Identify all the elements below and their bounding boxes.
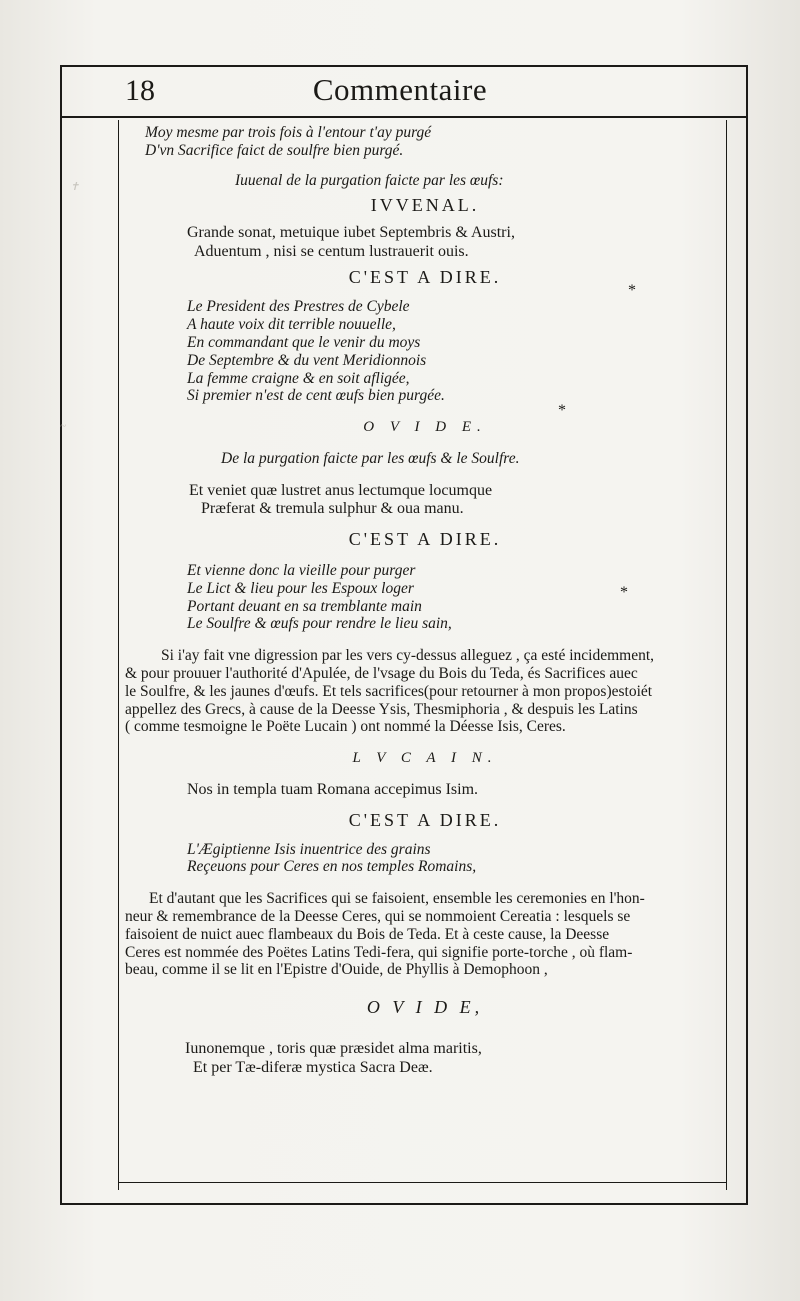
heading-lucain: L V C A I N.	[352, 750, 498, 767]
verse-line: D'vn Sacrifice faict de soulfre bien purgé.	[145, 141, 404, 159]
page-content	[125, 124, 725, 1077]
prose-line: appellez des Grecs, à cause de la Deesse Ysis, Thesmiphoria , & despuis les Latins	[125, 700, 638, 718]
latin-quote	[125, 224, 725, 261]
verse-line: Et vienne donc la vieille pour purger	[187, 561, 416, 579]
latin-line: Et per Tæ-diferæ mystica Sacra Deæ.	[193, 1058, 433, 1076]
running-title: Commentaire	[312, 72, 488, 107]
heading-juvenal: IVVENAL.	[370, 195, 480, 216]
heading-ovide: O V I D E,	[366, 997, 484, 1018]
prose-line: & pour prouuer l'authorité d'Apulée, de l'vsage du Bois du Teda, és Sacrifices auec	[125, 664, 638, 682]
latin-quote: Nos in templa tuam Romana accepimus Isim.	[187, 781, 479, 799]
prose-paragraph-2	[125, 890, 725, 979]
section-intro: De la purgation faicte par les œufs & le Soulfre.	[221, 450, 520, 468]
verse-line: L'Ægiptienne Isis inuentrice des grains	[187, 840, 431, 858]
prose-line: Et d'autant que les Sacrifices qui se faisoient, ensemble les ceremonies en l'hon-	[149, 890, 645, 908]
verse-line: En commandant que le venir du moys	[187, 333, 421, 351]
verse-line: Moy mesme par trois fois à l'entour t'ay purgé	[145, 124, 432, 141]
verse-line: Le President des Prestres de Cybele	[187, 298, 410, 316]
verse-block-3	[125, 562, 725, 633]
heading-cest-a-dire: C'EST A DIRE.	[348, 267, 502, 288]
asterisk-mark: *	[558, 402, 566, 419]
latin-quote	[125, 482, 725, 519]
asterisk-mark: *	[620, 584, 628, 601]
verse-line: La femme craigne & en soit afligée,	[187, 369, 410, 387]
prose-line: neur & remembrance de la Deesse Ceres, qui se nommoient Cereatia : lesquels se	[125, 908, 631, 926]
latin-line: Grande sonat, metuique iubet Septembris & Austri,	[187, 224, 515, 242]
latin-line: Præferat & tremula sulphur & oua manu.	[201, 500, 464, 518]
prose-paragraph-1	[125, 647, 725, 736]
asterisk-mark: *	[628, 282, 636, 299]
verse-line: Le Lict & lieu pour les Espoux loger	[187, 579, 414, 597]
header-rule	[60, 116, 748, 118]
heading-ovide: O V I D E.	[363, 419, 487, 436]
prose-line: beau, comme il se lit en l'Epistre d'Ouide, de Phyllis à Demophoon ,	[125, 961, 548, 979]
latin-line: Iunonemque , toris quæ præsidet alma maritis,	[185, 1040, 482, 1058]
verse-line: De Septembre & du vent Meridionnois	[187, 351, 427, 369]
bleed-through-text: ~	[60, 420, 66, 432]
bleed-through-text: ✝	[70, 181, 80, 193]
prose-line: Ceres est nommée des Poëtes Latins Tedi-fera, qui signifie porte-torche , où flam-	[125, 943, 633, 961]
prose-line: ( comme tesmoigne le Poëte Lucain ) ont nommé la Déesse Isis, Ceres.	[125, 718, 566, 736]
heading-cest-a-dire: C'EST A DIRE.	[348, 528, 502, 549]
heading-cest-a-dire: C'EST A DIRE.	[348, 809, 502, 830]
verse-line: A haute voix dit terrible nouuelle,	[187, 316, 396, 334]
latin-line: Aduentum , nisi se centum lustrauerit ouis.	[194, 242, 469, 260]
verse-block-2	[125, 298, 725, 405]
latin-quote	[125, 1040, 725, 1077]
footer-rule	[118, 1182, 727, 1183]
latin-line: Et veniet quæ lustret anus lectumque locumque	[189, 481, 493, 499]
page-number: 18	[125, 74, 155, 107]
verse-block-4	[125, 841, 725, 877]
verse-line: Le Soulfre & œufs pour rendre le lieu sain,	[187, 615, 452, 633]
prose-line: le Soulfre, & les jaunes d'œufs. Et tels sacrifices(pour retourner à mon propos)estoiét	[125, 682, 653, 700]
verse-block-1	[145, 124, 725, 160]
section-intro: Iuuenal de la purgation faicte par les œufs:	[235, 171, 504, 189]
prose-line: faisoient de nuict auec flambeaux du Bois de Teda. Et à ceste cause, la Deesse	[125, 925, 610, 943]
verse-line: Si premier n'est de cent œufs bien purgée.	[187, 387, 445, 405]
prose-line: Si i'ay fait vne digression par les vers cy-dessus alleguez , ça esté incidemment,	[161, 647, 655, 665]
verse-line: Portant deuant en sa tremblante main	[187, 597, 422, 615]
verse-line: Reçeuons pour Ceres en nos temples Romains,	[187, 858, 477, 876]
